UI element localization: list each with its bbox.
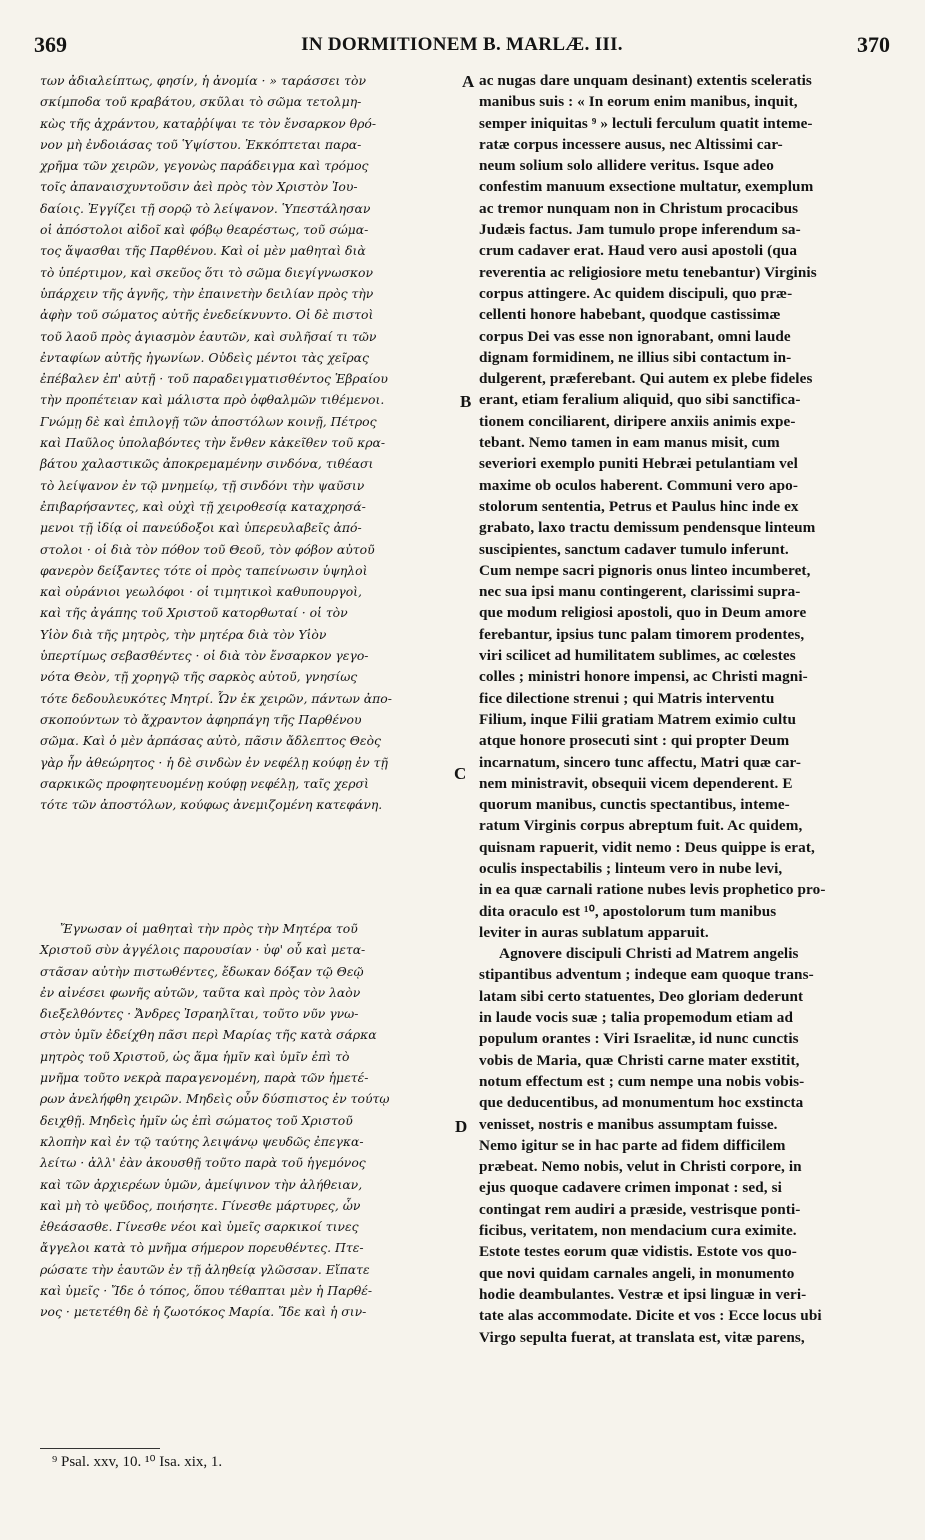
text-line: φανερὸν δείξαντες τότε οἱ πρὸς ταπείνωσιν ὑψηλοὶ — [40, 562, 368, 578]
text-line: τος ἅψασθαι τῆς Παρθένου. Καὶ οἱ μὲν μαθηταὶ διὰ — [40, 243, 366, 259]
text-line: νος · μετετέθη δὲ ἡ ζωοτόκος Μαρία. Ἴδε καὶ ἡ σιν- — [40, 1304, 367, 1320]
text-line: στὸν ὑμῖν ἐδείχθη πᾶσι περὶ Μαρίας τῆς κατὰ σάρκα — [40, 1027, 377, 1043]
latin-column — [479, 70, 891, 1346]
text-line: corpus attingere. Ac quidem discipuli, quo præ- — [479, 284, 793, 302]
text-line: ejus quoque cadavere crimen imponat : sed, si — [479, 1179, 782, 1197]
text-line: erant, etiam feralium aliquid, quo sibi sanctifica- — [479, 391, 801, 409]
text-line: χρῆμα τῶν χειρῶν, γεγονὼς παράδειγμα καὶ τρόμος — [40, 158, 369, 174]
margin-marker-d: D — [455, 1117, 468, 1136]
text-line: Γνώμῃ δὲ καὶ ἐπιλογῇ τῶν ἀποστόλων κοινῇ, Πέτρος — [40, 413, 377, 429]
text-line: τὴν προπέτειαν καὶ μάλιστα πρὸ ὀφθαλμῶν τιθέμενοι. — [40, 392, 385, 408]
text-line: ἐπιβαρήσαντες, καὶ οὐχὶ τῇ χειροθεσίᾳ καταχρησά- — [40, 498, 366, 514]
text-line: ὑπάρχειν τῆς ἁγνῆς, τὴν ἐπαινετὴν δειλίαν πρὸς τὴν — [40, 285, 374, 301]
text-line: κὼς τῆς ἀχράντου, καταῤῥίψαι τε τὸν ἔνσαρκον θρό- — [40, 115, 377, 131]
text-line: τοῦ λαοῦ πρὸς ἁγιασμὸν ἑαυτῶν, καὶ συλῆσαί τι τῶν — [40, 328, 377, 344]
text-line: nec sua ipsi manu contingerent, clarissimi supra- — [479, 583, 801, 601]
text-line: severiori exemplo puniti Hebræi petulantiam vel — [479, 455, 798, 473]
text-line: manibus suis : « In eorum enim manibus, inquit, — [479, 93, 798, 111]
text-line: οἱ ἀπόστολοι αἰδοῖ καὶ φόβῳ θεαρέστως, τοῦ σώμα- — [40, 222, 369, 238]
text-line: hodie deambulantes. Vestræ et ipsi linguæ in veri- — [479, 1285, 807, 1303]
text-line: populum orantes : Viri Israelitæ, id nunc cunctis — [479, 1030, 799, 1048]
text-line: reverentia ac religiosiore metu tenebantur) Virginis — [479, 263, 817, 281]
text-line: σῶμα. Καὶ ὁ μὲν ἁρπάσας αὐτὸ, πᾶσιν ἄδλεπτος Θεὸς — [40, 733, 381, 749]
footnote: ⁹ Psal. xxv, 10. ¹⁰ Isa. xix, 1. — [52, 1454, 223, 1470]
text-line: maxime ob oculos haberent. Communi vero apo- — [479, 476, 798, 494]
text-line: dita oraculo est ¹⁰, apostolorum tum manibus — [479, 902, 777, 920]
text-line: latam sibi certo statuentes, Deo gloriam dederunt — [479, 987, 804, 1005]
text-line: ac nugas dare unquam desinant) extentis sceleratis — [479, 72, 812, 89]
text-line: stolorum sententia, Petrus et Paulus hinc inde ex — [479, 497, 799, 515]
text-line: incarnatum, sincero tunc affectu, Matri quæ car- — [479, 753, 801, 771]
text-line: quisnam rapuerit, vidit nemo : Deus quippe is erat, — [479, 838, 815, 856]
page-number-right: 370 — [857, 32, 890, 57]
text-line: δειχθῇ. Μηδεὶς ἡμῖν ὡς ἐπὶ σώματος τοῦ Χριστοῦ — [40, 1112, 353, 1128]
text-line: ficibus, veritatem, non mendacium cura eximite. — [479, 1222, 797, 1240]
text-line: corpus Dei vas esse non ignorabant, omni laude — [479, 327, 791, 345]
text-line: μνῆμα τοῦτο νεκρὰ παραγενομένη, παρὰ τῶν ἡμετέ- — [40, 1070, 369, 1086]
text-line: ac tremor nunquam non in Christum procacibus — [479, 199, 799, 217]
text-line: δαίοις. Ἐγγίζει τῇ σορῷ τὸ λείψανον. Ὑπεστάλησαν — [40, 200, 371, 216]
text-line: contingat rem audiri a præside, vestrisque ponti- — [479, 1200, 801, 1218]
text-line: ἀφὴν τοῦ σώματος αὐτῆς ἐνεδείκνυντο. Οἱ δὲ πιστοὶ — [40, 307, 374, 323]
text-line: Χριστοῦ σὺν ἀγγέλοις παρουσίαν · ὑφ' οὗ καὶ μετα- — [40, 942, 366, 958]
text-line: Estote testes eorum quæ vidistis. Estote vos quo- — [479, 1243, 797, 1261]
text-line: ἄγγελοι κατὰ τὸ μνῆμα σήμερον πορευθέντες. Πτε- — [40, 1240, 364, 1256]
text-line: confestim manuum exsectione multatur, exemplum — [479, 178, 814, 196]
text-line: γὰρ ἦν ἀθεώρητος · ἡ δὲ σινδὼν ἐν νεφέλῃ κούφῃ ἐν τῇ — [40, 754, 388, 770]
text-line: σκίμποδα τοῦ κραβάτου, σκῦλαι τὸ σῶμα τετολμη- — [40, 94, 362, 110]
text-line: venisset, nostris e manibus assumptam fuisse. — [479, 1115, 778, 1133]
text-line: Cum nempe sacri pignoris onus linteo incumberet, — [479, 561, 811, 579]
margin-marker-b: B — [460, 392, 472, 411]
text-line: τοῖς ἀπαναισχυντοῦσιν ἀεὶ πρὸς τὸν Χριστὸν Ἰου- — [40, 179, 358, 195]
text-line: καὶ τῶν ἀρχιερέων ὑμῶν, ἀμείψινον τὴν ἀλήθειαν, — [40, 1176, 363, 1192]
text-line: διεξελθόντες · Ἄνδρες Ἰσραηλῖται, τοῦτο νῦν γνω- — [40, 1006, 359, 1022]
text-line: μενοι τῇ ἰδίᾳ οἱ πανεύδοξοι καὶ ὑπερευλαβεῖς ἀπό- — [40, 520, 362, 536]
text-line: semper iniquitas ⁹ » lectuli ferculum quatit inteme- — [479, 114, 813, 132]
text-line: stipantibus adventum ; indeque eam quoque trans- — [479, 966, 814, 984]
text-line: fice dilectione strenui ; qui Matris interventu — [479, 689, 775, 707]
text-line: ferebantur, ipsius tunc palam timorem prodentes, — [479, 625, 805, 643]
text-line: Υἱὸν διὰ τῆς μητρὸς, τὴν μητέρα διὰ τὸν Υἱὸν — [40, 626, 327, 642]
text-line: νότα Θεὸν, τῇ χορηγῷ τῆς σαρκὸς αὐτοῦ, γνησίως — [40, 669, 358, 685]
text-line: ρων ἀνελήφθη χειρῶν. Μηδεὶς οὖν δύσπιστος ἐν τούτῳ — [40, 1091, 390, 1107]
text-line: viri scilicet ad humilitatem sublimes, ac cœlestes — [479, 647, 796, 665]
text-line: στολοι · οἱ διὰ τὸν πόθον τοῦ Θεοῦ, τὸν φόβον αὐτοῦ — [40, 541, 375, 557]
text-line: quorum manibus, cunctis spectantibus, inteme- — [479, 796, 790, 814]
text-line: ἐθεάσασθε. Γίνεσθε νέοι καὶ ὑμεῖς σαρκικοί τινες — [40, 1219, 359, 1235]
page-number-left: 369 — [34, 32, 67, 57]
text-line: leviter in auras sublatum apparuit. — [479, 923, 709, 941]
text-line: dulgerent, præferebant. Qui autem ex plebe fideles — [479, 370, 813, 388]
text-line: oculis inspectabilis ; linteum vero in nube levi, — [479, 859, 783, 877]
text-line: μητρὸς τοῦ Χριστοῦ, ὡς ἅμα ἡμῖν καὶ ὑμῖν ἐπὶ τὸ — [40, 1048, 350, 1064]
greek-column-top — [40, 70, 460, 813]
text-line: crum cadaver erat. Haud vero ausi apostoli (qua — [479, 242, 798, 260]
text-line: tionem conciliarent, diripere anxiis animis expe- — [479, 412, 796, 430]
text-line: Ἔγνωσαν οἱ μαθηταὶ τὴν πρὸς τὴν Μητέρα τοῦ — [60, 921, 358, 936]
text-line: que novi quidam carnales angeli, in monumento — [479, 1264, 795, 1282]
text-line: στᾶσαν αὐτὴν πιστωθέντες, ἔδωκαν δόξαν τῷ Θεῷ — [40, 963, 364, 979]
page-header — [34, 32, 890, 62]
text-line: tate alas accommodate. Dicite et vos : Ecce locus ubi — [479, 1307, 822, 1325]
text-line: grabato, laxo tractu demissum pendensque linteum — [479, 519, 816, 537]
text-line: tebant. Nemo tamen in eam manus misit, cum — [479, 434, 780, 452]
text-line: ἐπέβαλεν ἐπ' αὐτῇ · τοῦ παραδειγματισθέντος Ἑβραίου — [40, 371, 388, 387]
text-line: κλοπὴν καὶ ἐν τῷ ταύτης λειψάνῳ ψευδῶς ἐπεγκα- — [40, 1133, 364, 1149]
text-line: que modum religiosi apostoli, quo in Deum amore — [479, 604, 807, 622]
text-line: τότε δεδουλευκότες Μητρί. Ὧν ἐκ χειρῶν, πάντων ἀπο- — [40, 690, 392, 706]
text-line: ἐν αἰνέσει φωνῆς αὐτῶν, ταῦτα καὶ πρὸς τὸν λαὸν — [40, 984, 361, 1000]
text-line: atque honore prosecuti sint : qui propter Deum — [479, 732, 790, 750]
text-line: præbeat. Nemo nobis, velut in Christi corpore, in — [479, 1158, 802, 1176]
text-line: ratæ corpus incessere ausus, nec Altissimi car- — [479, 135, 783, 153]
text-line: καὶ οὐράνιοι γεωλόφοι · οἱ τιμητικοὶ καθυπουργοὶ, — [40, 584, 362, 600]
text-line: vobis de Maria, quæ Christi carne mater exstitit, — [479, 1051, 800, 1069]
text-line: Virgo sepulta fuerat, at translata est, vitæ parens, — [479, 1328, 805, 1346]
greek-column-bottom — [40, 918, 468, 1438]
text-line: ratum Virginis corpus abreptum fuit. Ac quidem, — [479, 817, 803, 835]
text-line: Agnovere discipuli Christi ad Matrem angelis — [499, 945, 799, 963]
text-line: ρώσατε τὴν ἑαυτῶν ἐν τῇ ἀληθείᾳ γλῶσσαν. Εἴπατε — [40, 1261, 370, 1277]
text-line: in ea quæ carnali ratione nubes levis prophetico pro- — [479, 881, 826, 899]
text-line: notum effectum est ; cum nempe una nobis vobis- — [479, 1072, 805, 1090]
text-line: que deducentibus, ad monumentum hoc exstincta — [479, 1094, 804, 1112]
text-line: καὶ τῆς ἀγάπης τοῦ Χριστοῦ κατορθωταί · οἱ τὸν — [40, 605, 348, 621]
text-line: καὶ Παῦλος ὑπολαβόντες τὴν ἔνθεν κἀκεῖθεν τοῦ κρα- — [40, 435, 386, 451]
text-line: Judæis factus. Jam tumulo prope inferendum sa- — [479, 221, 801, 239]
text-line: των ἀδιαλείπτως, φησίν, ἡ ἀνομία · » ταράσσει τὸν — [40, 73, 367, 88]
text-line: τὸ ὑπέρτιμον, καὶ σκεῦος ὅτι τὸ σῶμα διεγίγνωσκον — [40, 264, 374, 280]
text-line: τὸ λείψανον ἐν τῷ μνημείῳ, τῇ σινδόνι τὴν ψαῦσιν — [40, 477, 365, 493]
margin-marker-c: C — [454, 764, 467, 783]
text-line: σαρκικῶς προφητευομένῃ κούφῃ νεφέλῃ, ταῖς χερσὶ — [40, 775, 369, 791]
text-line: in laude vocis suæ ; talia propemodum etiam ad — [479, 1009, 794, 1027]
text-line: λείτω · ἀλλ' ἐὰν ἀκουσθῇ τοῦτο παρὰ τοῦ ἡγεμόνος — [40, 1155, 366, 1171]
running-title: IN DORMITIONEM B. MARLÆ. III. — [301, 34, 623, 55]
text-line: σκοπούντων τὸ ἄχραντον ἀφηρπάγη τῆς Παρθένου — [40, 711, 362, 727]
footnote-rule — [40, 1448, 160, 1449]
text-line: Filium, inque Filii gratiam Matrem eximio cultu — [479, 710, 796, 728]
text-line: nem ministravit, obsequii vicem dependerent. E — [479, 774, 793, 792]
text-line: cellenti honore habebant, quodque castissimæ — [479, 306, 781, 324]
text-line: νον μὴ ἐνδοιάσας τοῦ Ὑψίστου. Ἐκκόπτεται παρα- — [40, 136, 362, 152]
text-line: καὶ μὴ τὸ ψεῦδος, ποιήσητε. Γίνεσθε μάρτυρες, ὧν — [40, 1197, 361, 1213]
text-line: Nemo igitur se in hac parte ad fidem difficilem — [479, 1136, 786, 1154]
text-line: ὑπερτίμως σεβασθέντες · οἱ διὰ τὸν ἔνσαρκον γεγο- — [40, 648, 369, 664]
text-line: neum solium solo allidere veritus. Isque adeo — [479, 157, 774, 175]
text-line: suscipientes, sanctum cadaver tumulo inferunt. — [479, 540, 789, 558]
text-line: βάτου χαλαστικῶς ἀποκρεμαμένην σινδόνα, τιθέασι — [40, 456, 374, 472]
text-line: τότε τῶν ἀποστόλων, κούφως ἀνεμιζομένη κατεφάνη. — [40, 797, 383, 813]
text-line: καὶ ὑμεῖς · Ἴδε ὁ τόπος, ὅπου τέθαπται μὲν ἡ Παρθέ- — [40, 1283, 373, 1299]
text-line: ἐνταφίων αὐτῆς ἠγωνίων. Οὐδεὶς μέντοι τὰς χεῖρας — [40, 349, 369, 365]
text-line: colles ; ministri honore impensi, ac Christi magni- — [479, 668, 808, 686]
text-line: dignam formidinem, ne illius sibi contactum in- — [479, 348, 792, 366]
margin-marker-a: A — [462, 72, 475, 91]
